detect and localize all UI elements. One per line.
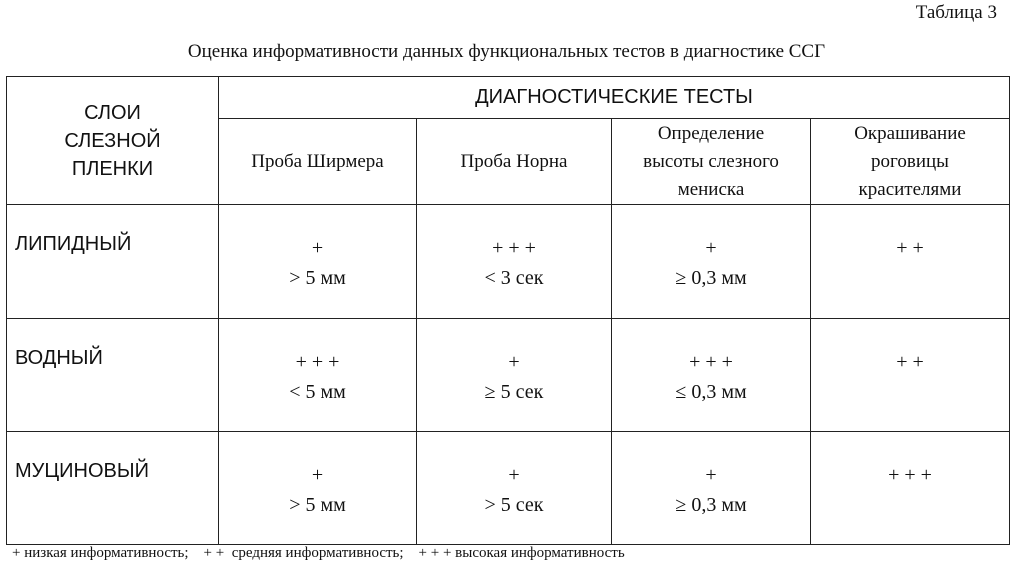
cell-grade: + (311, 464, 324, 486)
header-layers (7, 77, 219, 205)
cell-value: ≥ 0,3 мм (675, 494, 747, 516)
table-row (7, 432, 1010, 545)
legend: + низкая информативность; + + средняя информативность; + + + высокая информативность (12, 545, 625, 561)
table-row (7, 319, 1010, 432)
cell-grade: + + + (888, 464, 932, 486)
table-cell (219, 319, 417, 432)
header-test-meniscus (612, 119, 811, 205)
table-row (7, 205, 1010, 319)
cell-grade: + (508, 351, 520, 373)
cell-grade: + + (896, 351, 924, 373)
row-label-aqueous: ВОДНЫЙ (7, 319, 219, 432)
cell-grade: + (508, 464, 520, 486)
cell-value: ≥ 0,3 мм (675, 267, 747, 289)
tests-table (6, 76, 1010, 545)
table-number: Таблица 3 (915, 2, 997, 23)
header-test-line: высоты слезного (643, 150, 779, 172)
table-title: Оценка информативности данных функциональных тестов в диагностике ССГ (187, 41, 826, 62)
header-test-line: Определение (657, 122, 765, 144)
cell-value: ≥ 5 сек (484, 381, 544, 403)
row-label-mucin: МУЦИНОВЫЙ (7, 432, 219, 545)
cell-value: < 3 сек (484, 267, 544, 289)
table-cell (811, 319, 1010, 432)
table-cell (612, 205, 811, 319)
table-cell (612, 319, 811, 432)
header-test-schirmer (219, 119, 417, 205)
row-label-lipid: ЛИПИДНЫЙ (7, 205, 219, 319)
header-test-norn (417, 119, 612, 205)
header-tests-group: ДИАГНОСТИЧЕСКИЕ ТЕСТЫ (219, 77, 1010, 119)
header-layers-line: СЛОИ (84, 101, 141, 124)
table-cell (612, 432, 811, 545)
header-test-line: мениска (677, 178, 745, 200)
header-row-group (7, 77, 1010, 119)
cell-grade: + + + (492, 237, 536, 259)
cell-value: > 5 мм (289, 494, 346, 516)
header-test-line: роговицы (871, 150, 949, 172)
header-test-line: Проба Ширмера (251, 150, 384, 172)
table-cell (417, 432, 612, 545)
header-layers-line: СЛЕЗНОЙ (64, 129, 161, 152)
cell-grade: + + + (295, 351, 340, 373)
header-layers-line: ПЛЕНКИ (71, 157, 154, 180)
table-cell (219, 432, 417, 545)
header-test-line: Окрашивание (854, 122, 966, 144)
cell-grade: + + (896, 237, 924, 259)
cell-value: ≤ 0,3 мм (675, 381, 747, 403)
cell-grade: + (705, 464, 717, 486)
table-cell (417, 205, 612, 319)
cell-grade: + (705, 237, 717, 259)
table-cell (811, 432, 1010, 545)
cell-grade: + (311, 237, 324, 259)
cell-value: < 5 мм (289, 381, 346, 403)
header-test-staining (811, 119, 1010, 205)
cell-grade: + + + (689, 351, 733, 373)
header-test-line: красителями (858, 178, 962, 200)
table-cell (219, 205, 417, 319)
cell-value: > 5 сек (484, 494, 544, 516)
cell-value: > 5 мм (289, 267, 346, 289)
header-test-line: Проба Норна (460, 150, 568, 172)
table-cell (811, 205, 1010, 319)
table-cell (417, 319, 612, 432)
